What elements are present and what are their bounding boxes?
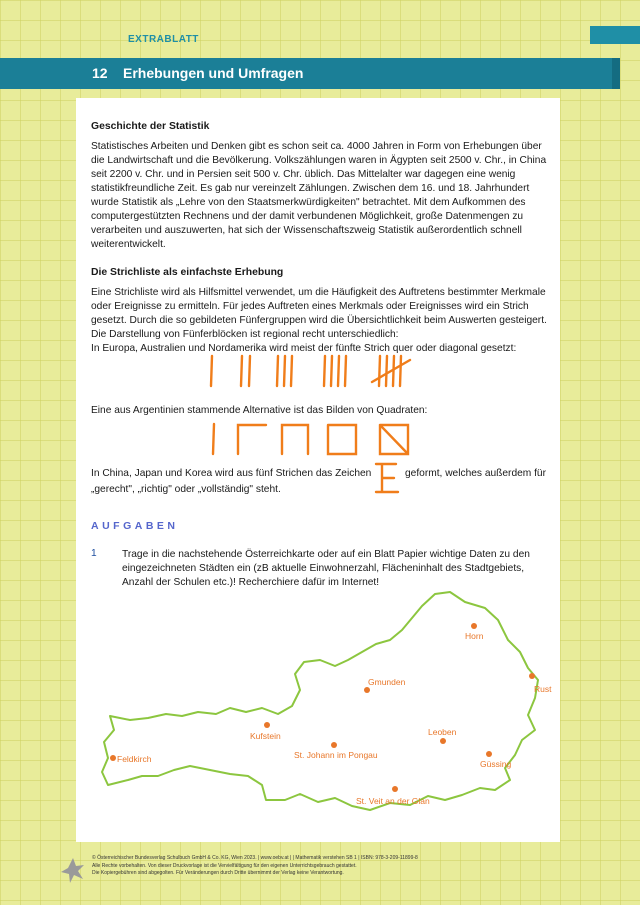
city-label-guessing: Güssing bbox=[480, 759, 512, 769]
city-label-st-johann: St. Johann im Pongau bbox=[294, 750, 378, 760]
city-dot-st-veit bbox=[392, 786, 398, 792]
tally-square-1 bbox=[213, 424, 214, 454]
city-label-gmunden: Gmunden bbox=[368, 677, 406, 687]
tally-china-line-b: geformt, welches außerdem für bbox=[405, 468, 546, 479]
city-label-horn: Horn bbox=[465, 631, 484, 641]
city-dot-kufstein bbox=[264, 722, 270, 728]
city-label-feldkirch: Feldkirch bbox=[117, 754, 152, 764]
tally-europe-5 bbox=[372, 356, 410, 386]
city-dot-st-johann bbox=[331, 742, 337, 748]
tally-europe-3 bbox=[277, 356, 292, 386]
footer-copyright bbox=[92, 855, 562, 878]
section-heading-history: Geschichte der Statistik bbox=[91, 121, 210, 132]
tally-square-2 bbox=[238, 425, 266, 454]
title-bar-cap bbox=[612, 58, 620, 89]
city-dot-guessing bbox=[486, 751, 492, 757]
city-dot-gmunden bbox=[364, 687, 370, 693]
city-label-leoben: Leoben bbox=[428, 727, 457, 737]
city-label-rust: Rust bbox=[534, 684, 552, 694]
chapter-number: 12 bbox=[92, 65, 108, 81]
tally-square-5 bbox=[380, 425, 408, 454]
tally-china-line-c: „gerecht", „richtig" oder „vollständig" steht. bbox=[91, 484, 281, 495]
tally-argentina-figure bbox=[200, 420, 420, 458]
footer-line-1: © Österreichischer Bundesverlag Schulbuch GmbH & Co. KG, Wien 2023. | www.oebv.at | | Mathematik verstehen SB 1 | ISBN: 978-3-209-11899-8 bbox=[92, 855, 418, 861]
tally-europe-line: In Europa, Australien und Nordamerika wird meist der fünfte Strich quer oder diagonal gesetzt: bbox=[91, 343, 517, 354]
chinese-character-zheng bbox=[372, 460, 402, 496]
tally-europe-1 bbox=[211, 356, 212, 386]
tally-square-4 bbox=[328, 425, 356, 454]
history-paragraph: Statistisches Arbeiten und Denken gibt es schon seit ca. 4000 Jahren in Form von Erhebungen über die Landwirtschaft und die Bevölkerung. Volkszählungen waren in Ägypten seit 2500 v. Chr., in China seit 2200 v. Chr. und in Persien seit 500 v. Chr. üblich. Das Mittelalter war dagegen eine wenig statistikfreundliche Zeit. Es gab nur vereinzelt Zählungen. Zwischen dem 16. und 18. Jahrhundert wurde Statistik als „Lehre von den Staatsmerkwürdigkeiten" betrachtet. Mit dem Aufkommen des computergestützten Rechnens und der damit verbundenen Möglichkeit, große Datenmengen zu verarbeiten und auszuwerten, hat sich der Wissenschaftszweig Statistik außerordentlich schnell weiterentwickelt. bbox=[91, 141, 547, 250]
task-number: 1 bbox=[91, 548, 97, 559]
publisher-logo-icon bbox=[60, 856, 86, 884]
tally-europe-2 bbox=[241, 356, 250, 386]
tally-paragraph: Eine Strichliste wird als Hilfsmittel verwendet, um die Häufigkeit des Auftretens bestimmter Merkmale oder Ereignisse zu ermitteln. Für jedes Auftreten eines Merkmals oder Ereignisses wird ein Strich gesetzt. Durch die so gebildeten Fünfergruppen wird die Übersichtlichkeit beim Auswerten gesteigert. Die Darstellung von Fünferblöcken ist regional recht unterschiedlich: bbox=[91, 287, 547, 340]
tally-europe-figure bbox=[200, 352, 420, 390]
footer-line-2: Alle Rechte vorbehalten. Von dieser Druckvorlage ist die Vervielfältigung für den eigenen Unterrichtsgebrauch gestattet. bbox=[92, 862, 357, 869]
austria-map bbox=[90, 590, 560, 830]
header-tab-decoration bbox=[590, 26, 640, 44]
city-dot-feldkirch bbox=[110, 755, 116, 761]
worksheet-content bbox=[91, 120, 551, 356]
footer-line-3: Die Kopiergebühren sind abgegolten. Für Veränderungen durch Dritte übernimmt der Verlag keine Verantwortung. bbox=[92, 870, 344, 876]
tally-europe-4 bbox=[324, 356, 346, 386]
task-text: Trage in die nachstehende Österreichkarte oder auf ein Blatt Papier wichtige Daten zu den eingezeichneten Städten ein (zB aktuelle Einwohnerzahl, Flächeninhalt des Stadtgebiets, Anzahl der Schulen etc.)! Recherchiere dafür im Internet! bbox=[122, 549, 530, 588]
city-label-kufstein: Kufstein bbox=[250, 731, 281, 741]
section-heading-tally: Die Strichliste als einfachste Erhebung bbox=[91, 267, 284, 278]
chapter-title-bar bbox=[0, 58, 620, 89]
tally-argentina-line: Eine aus Argentinien stammende Alternative ist das Bilden von Quadraten: bbox=[91, 405, 428, 416]
city-dot-rust bbox=[529, 673, 535, 679]
tally-square-3 bbox=[282, 425, 308, 454]
section-label: EXTRABLATT bbox=[128, 34, 199, 45]
city-label-st-veit: St. Veit an der Glan bbox=[356, 796, 430, 806]
tally-china-line-a: In China, Japan und Korea wird aus fünf Strichen das Zeichen bbox=[91, 468, 372, 479]
city-dot-horn bbox=[471, 623, 477, 629]
chapter-title: Erhebungen und Umfragen bbox=[123, 65, 304, 81]
tasks-heading: AUFGABEN bbox=[91, 520, 179, 532]
city-dot-leoben bbox=[440, 738, 446, 744]
